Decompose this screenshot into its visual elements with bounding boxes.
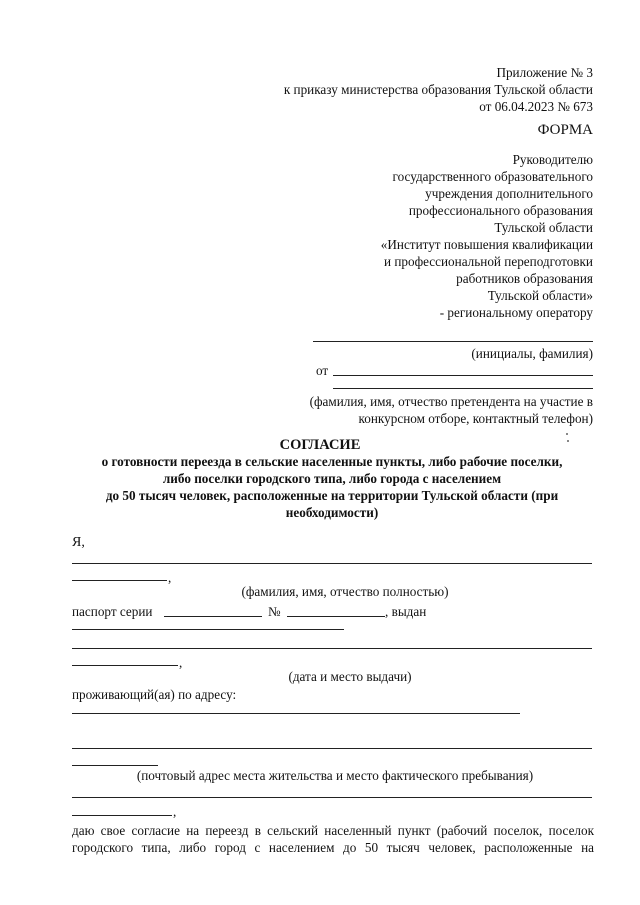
address-caption: (почтовый адрес места жительства и место фактического пребывания)	[136, 768, 534, 783]
applicant-caption-2: конкурсном отборе, контактный телефон)	[358, 411, 593, 426]
consent-subtitle-line: о готовности переезда в сельские населенные пункты, либо рабочие поселки,	[101, 454, 563, 469]
consent-subtitle-line: необходимости)	[285, 505, 379, 520]
consent-subtitle-line: до 50 тысяч человек, расположенные на территории Тульской области (при	[105, 488, 559, 503]
passport-series-label: паспорт серии	[72, 604, 153, 619]
fio-comma: ,	[168, 570, 172, 585]
fio-blank-line-2	[72, 580, 167, 581]
consent-text-line: городского типа, либо город с населением до 50 тысяч человек, расположенные на	[72, 840, 594, 855]
issued-label: , выдан	[385, 604, 427, 619]
addressee-line: «Институт повышения квалификации	[380, 237, 593, 252]
addressee-line: Тульской области»	[487, 288, 593, 303]
form-label: ФОРМА	[537, 122, 593, 138]
address-blank-line-2	[72, 748, 592, 749]
addressee-line: и профессиональной переподготовки	[383, 254, 593, 269]
addressee-line: Тульской области	[494, 220, 593, 235]
i-label: Я,	[72, 535, 85, 550]
initials-caption: (инициалы, фамилия)	[471, 346, 593, 361]
applicant-blank-line-1	[333, 375, 593, 376]
appendix-number: Приложение № 3	[496, 65, 593, 80]
issue-comma: ,	[179, 655, 183, 670]
order-date: от 06.04.2023 № 673	[479, 99, 593, 114]
address-blank-line-1	[72, 713, 520, 714]
address-blank-line-4	[72, 797, 592, 798]
fio-blank-line-1	[72, 563, 592, 564]
issue-blank-line-2	[72, 648, 592, 649]
addressee-line: работников образования	[456, 271, 593, 286]
applicant-blank-line-2	[333, 388, 593, 389]
address-blank-line-5	[72, 815, 172, 816]
residing-label: проживающий(ая) по адресу:	[72, 687, 237, 702]
order-reference: к приказу министерства образования Тульской области	[283, 82, 593, 97]
issue-caption: (дата и место выдачи)	[288, 669, 412, 684]
consent-text-line: даю свое согласие на переезд в сельский населенный пункт (рабочий поселок, поселок	[72, 823, 594, 838]
addressee-line: учреждения дополнительного	[425, 186, 593, 201]
scan-speck	[566, 433, 568, 435]
issue-blank-line-3	[72, 665, 178, 666]
consent-subtitle-line: либо поселки городского типа, либо города с населением	[162, 471, 502, 486]
address-comma: ,	[173, 804, 177, 819]
addressee-line: государственного образовательного	[392, 169, 593, 184]
addressee-line: - региональному оператору	[439, 305, 593, 320]
applicant-caption-1: (фамилия, имя, отчество претендента на участие в	[309, 394, 593, 409]
passport-series-blank	[164, 616, 262, 617]
addressee-line: профессионального образования	[408, 203, 593, 218]
from-label: от	[316, 363, 329, 378]
passport-number-blank	[287, 616, 385, 617]
passport-number-label: №	[268, 604, 281, 619]
address-blank-line-3	[72, 765, 158, 766]
consent-heading: СОГЛАСИЕ	[279, 437, 361, 453]
addressee-line: Руководителю	[512, 152, 593, 167]
fio-caption: (фамилия, имя, отчество полностью)	[241, 584, 449, 599]
issue-blank-line-1	[72, 629, 344, 630]
initials-blank-line	[313, 341, 593, 342]
